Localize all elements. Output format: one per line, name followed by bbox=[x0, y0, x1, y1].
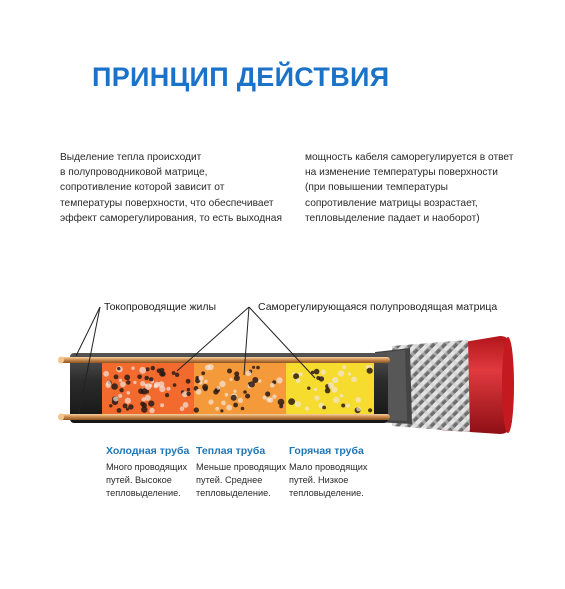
particle bbox=[314, 395, 319, 400]
particle bbox=[195, 376, 199, 380]
particle bbox=[106, 381, 111, 386]
particle bbox=[149, 377, 153, 381]
page-title: ПРИНЦИП ДЕЙСТВИЯ bbox=[92, 62, 390, 92]
zone-warm-line: Меньше проводящих bbox=[196, 462, 287, 472]
intro-left-line: температуры поверхности, что обеспечивает bbox=[60, 197, 274, 209]
particle bbox=[186, 392, 190, 396]
particle bbox=[133, 381, 136, 384]
intro-right-line: мощность кабеля саморегулируется в ответ bbox=[305, 152, 514, 163]
particle bbox=[126, 380, 130, 384]
particle bbox=[118, 394, 122, 398]
particle bbox=[187, 388, 190, 391]
particle bbox=[270, 383, 275, 388]
particle bbox=[341, 404, 345, 408]
particle bbox=[124, 375, 130, 381]
particle bbox=[307, 387, 310, 390]
particle bbox=[243, 390, 247, 394]
particle bbox=[276, 377, 282, 383]
callout-conductors: Токопроводящие жилы bbox=[104, 301, 217, 313]
intro-left-line: в полупроводниковой матрице, bbox=[60, 167, 208, 179]
particle bbox=[128, 404, 133, 409]
particle bbox=[194, 407, 199, 412]
particle bbox=[319, 376, 324, 381]
intro-right-line: сопротивление матрицы возрастает, bbox=[305, 197, 478, 209]
particle bbox=[220, 409, 223, 412]
zone-hot-title: Горячая труба bbox=[289, 445, 364, 457]
particle bbox=[145, 395, 151, 401]
particle bbox=[288, 398, 295, 405]
particle bbox=[120, 382, 126, 388]
particle bbox=[342, 365, 346, 369]
particle bbox=[322, 406, 326, 410]
zone-hot-line: путей. Низкое bbox=[289, 475, 349, 485]
particle bbox=[213, 389, 218, 394]
particle bbox=[246, 371, 252, 377]
intro-right-line: (при повышении температуры bbox=[305, 182, 448, 194]
particle bbox=[258, 379, 261, 382]
particle bbox=[245, 394, 250, 399]
zone-warm-title: Теплая труба bbox=[196, 445, 266, 457]
particle bbox=[172, 371, 176, 375]
particle bbox=[238, 398, 243, 403]
particle bbox=[325, 388, 331, 394]
intro-left-line: Выделение тепла происходит bbox=[60, 152, 202, 163]
particle bbox=[131, 367, 134, 370]
intro-left-line: сопротивление которой зависит от bbox=[60, 182, 225, 194]
particle bbox=[225, 393, 229, 397]
particle bbox=[196, 389, 202, 395]
particle bbox=[227, 369, 232, 374]
particle bbox=[296, 378, 301, 383]
particle bbox=[173, 383, 177, 387]
particle bbox=[265, 391, 270, 396]
particle bbox=[141, 406, 147, 412]
particle bbox=[351, 377, 357, 383]
intro-left-line: эффект саморегулирования, то есть выходная bbox=[60, 212, 282, 224]
particle bbox=[158, 381, 164, 387]
particle bbox=[139, 367, 146, 374]
particle bbox=[140, 381, 145, 386]
particle bbox=[154, 385, 158, 389]
particle bbox=[183, 402, 189, 408]
particle bbox=[114, 375, 119, 380]
particle bbox=[355, 397, 361, 403]
particle bbox=[321, 370, 326, 375]
particle bbox=[119, 379, 122, 382]
particle bbox=[367, 368, 373, 374]
particle bbox=[233, 403, 238, 408]
particle bbox=[241, 407, 245, 411]
particle bbox=[199, 376, 204, 381]
particle bbox=[338, 370, 344, 376]
callout-matrix: Саморегулирующаяся полупроводящая матрица bbox=[258, 301, 498, 313]
particle bbox=[119, 388, 123, 392]
particle bbox=[117, 367, 120, 370]
particle bbox=[109, 404, 112, 407]
particle bbox=[217, 386, 221, 390]
particle bbox=[159, 371, 165, 377]
particle bbox=[160, 403, 164, 407]
particle bbox=[127, 391, 131, 395]
particle bbox=[111, 383, 118, 390]
particle bbox=[215, 407, 219, 411]
particle bbox=[137, 375, 142, 380]
particle bbox=[165, 393, 169, 397]
particle bbox=[333, 397, 339, 403]
zone-cold-title: Холодная труба bbox=[106, 445, 190, 457]
particle bbox=[279, 404, 283, 408]
particle bbox=[328, 382, 334, 388]
particle bbox=[123, 404, 128, 409]
particle bbox=[340, 394, 344, 398]
particle bbox=[252, 366, 255, 369]
particle bbox=[205, 365, 211, 371]
particle bbox=[186, 379, 191, 384]
particle bbox=[204, 380, 208, 384]
zone-hot-line: Мало проводящих bbox=[289, 462, 368, 472]
particle bbox=[314, 369, 320, 375]
particle bbox=[305, 406, 309, 410]
particle bbox=[252, 377, 258, 383]
particle bbox=[348, 372, 352, 376]
particle bbox=[151, 366, 155, 370]
particle bbox=[208, 399, 213, 404]
particle bbox=[268, 397, 273, 402]
zone-warm-line: тепловыделение. bbox=[196, 488, 271, 498]
zone-cold-line: путей. Высокое bbox=[106, 475, 172, 485]
intro-right-line: тепловыделение падает и наоборот) bbox=[305, 212, 480, 224]
particle bbox=[314, 388, 317, 391]
particle bbox=[332, 377, 338, 383]
particle bbox=[167, 387, 171, 391]
particle bbox=[226, 405, 232, 411]
particle bbox=[148, 401, 154, 407]
particle bbox=[202, 384, 208, 390]
intro-right-line: на изменение температуры поверхности bbox=[305, 167, 498, 179]
particle bbox=[263, 396, 267, 400]
particle bbox=[103, 371, 109, 377]
particle bbox=[144, 376, 149, 381]
particle bbox=[113, 396, 118, 401]
particle bbox=[175, 373, 179, 377]
particle bbox=[180, 406, 185, 411]
particle bbox=[117, 408, 122, 413]
particle bbox=[295, 401, 301, 407]
particle bbox=[272, 394, 276, 398]
particle bbox=[234, 375, 240, 381]
zone-cold-line: тепловыделение. bbox=[106, 488, 181, 498]
zone-warm-description bbox=[196, 461, 286, 500]
particle bbox=[221, 401, 226, 406]
zone-warm-line: путей. Среднее bbox=[196, 475, 263, 485]
particle bbox=[229, 378, 232, 381]
particle bbox=[149, 408, 154, 413]
zone-cold-line: Много проводящих bbox=[106, 462, 188, 472]
particle bbox=[356, 407, 361, 412]
particle bbox=[219, 381, 225, 387]
particle bbox=[256, 366, 260, 370]
matrix-hot-zone bbox=[286, 362, 374, 416]
particle bbox=[233, 390, 236, 393]
particle bbox=[201, 371, 205, 375]
zone-hot-description bbox=[289, 461, 368, 500]
particle bbox=[368, 408, 372, 412]
particle bbox=[141, 388, 147, 394]
zone-hot-line: тепловыделение. bbox=[289, 488, 364, 498]
zone-cold-description bbox=[106, 461, 187, 500]
particle bbox=[125, 398, 131, 404]
particle bbox=[231, 395, 237, 401]
particle bbox=[346, 403, 350, 407]
